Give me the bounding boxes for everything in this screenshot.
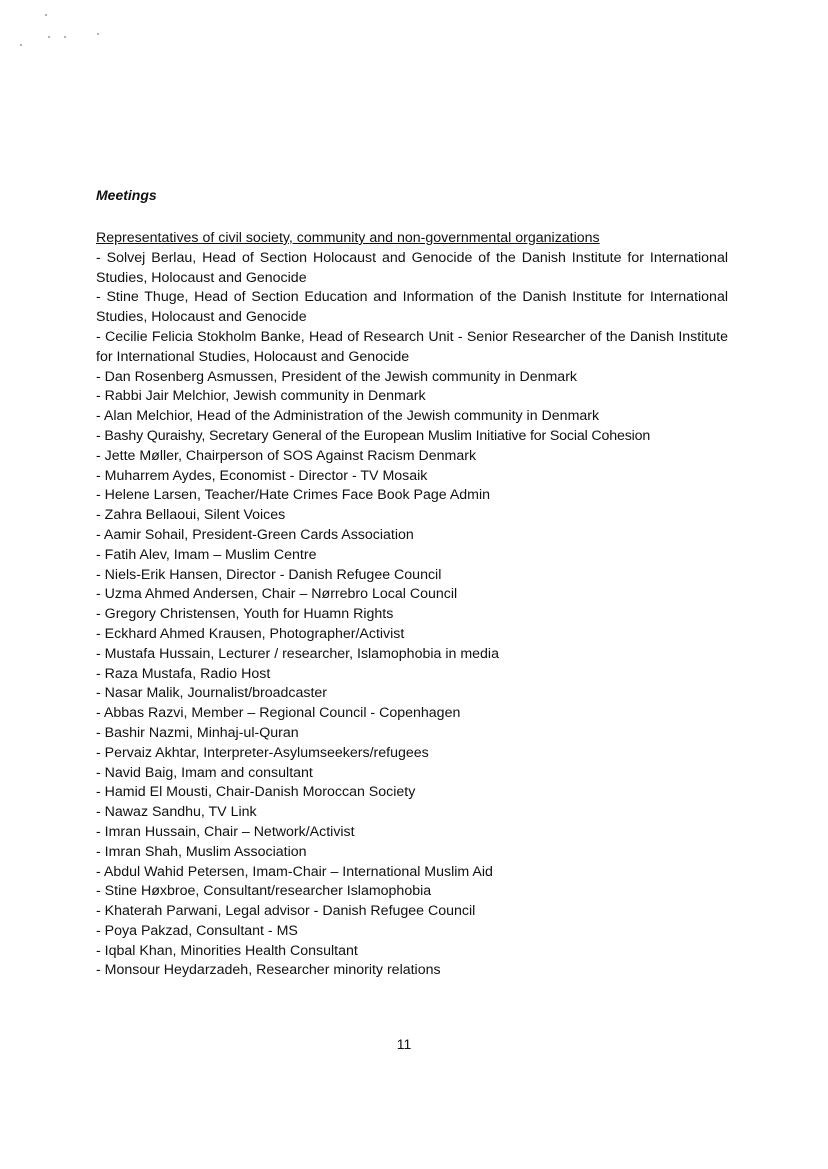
scan-artifact <box>20 44 22 46</box>
list-item: - Jette Møller, Chairperson of SOS Against Racism Denmark <box>96 447 477 464</box>
list-item: - Imran Shah, Muslim Association <box>96 843 307 860</box>
list-item: - Stine Høxbroe, Consultant/researcher Islamophobia <box>96 883 432 900</box>
scan-artifact <box>97 33 99 35</box>
list-item: - Niels-Erik Hansen, Director - Danish Refugee Council <box>96 566 442 583</box>
list-item: - Monsour Heydarzadeh, Researcher minority relations <box>96 962 441 979</box>
list-item: - Raza Mustafa, Radio Host <box>96 665 271 682</box>
scan-artifact <box>45 14 47 16</box>
list-item: - Poya Pakzad, Consultant - MS <box>96 922 298 939</box>
list-item: - Aamir Sohail, President-Green Cards Association <box>96 526 414 543</box>
list-item: - Helene Larsen, Teacher/Hate Crimes Face Book Page Admin <box>96 487 491 504</box>
scan-artifact <box>64 36 66 38</box>
list-item: - Khaterah Parwani, Legal advisor - Danish Refugee Council <box>96 903 476 920</box>
list-subheading: Representatives of civil society, community and non-governmental organizations <box>96 230 600 246</box>
list-item: - Solvej Berlau, Head of Section Holocaust and Genocide of the Danish Institute for International Studies, Holocaust and Genocide <box>96 249 728 286</box>
list-item: - Abbas Razvi, Member – Regional Council - Copenhagen <box>96 705 461 722</box>
list-item: - Bashy Quraishy, Secretary General of the European Muslim Initiative for Social Cohesion <box>96 427 651 444</box>
list-item: - Hamid El Mousti, Chair-Danish Moroccan Society <box>96 784 416 801</box>
list-item: - Abdul Wahid Petersen, Imam-Chair – International Muslim Aid <box>96 863 493 880</box>
list-item: - Alan Melchior, Head of the Administration of the Jewish community in Denmark <box>96 408 600 425</box>
list-item: - Imran Hussain, Chair – Network/Activist <box>96 823 355 840</box>
list-item: - Iqbal Khan, Minorities Health Consultant <box>96 942 358 959</box>
list-item: - Navid Baig, Imam and consultant <box>96 764 313 781</box>
list-item: - Fatih Alev, Imam – Muslim Centre <box>96 546 317 563</box>
scan-artifact <box>48 36 50 38</box>
list-item: - Eckhard Ahmed Krausen, Photographer/Activist <box>96 625 405 642</box>
list-item: - Uzma Ahmed Andersen, Chair – Nørrebro Local Council <box>96 586 458 603</box>
participant-list <box>96 229 728 981</box>
list-item: - Nasar Malik, Journalist/broadcaster <box>96 685 328 702</box>
list-item: - Cecilie Felicia Stokholm Banke, Head of Research Unit - Senior Researcher of the Danish Institute for International Studies, Holocaust and Genocide <box>96 328 728 365</box>
list-item: - Muharrem Aydes, Economist - Director - TV Mosaik <box>96 467 428 484</box>
list-item: - Rabbi Jair Melchior, Jewish community in Denmark <box>96 388 426 405</box>
list-item: - Nawaz Sandhu, TV Link <box>96 804 257 821</box>
list-item: - Dan Rosenberg Asmussen, President of the Jewish community in Denmark <box>96 368 578 385</box>
list-item: - Stine Thuge, Head of Section Education and Information of the Danish Institute for International Studies, Holocaust and Genocide <box>96 289 728 326</box>
list-item: - Mustafa Hussain, Lecturer / researcher, Islamophobia in media <box>96 645 499 662</box>
list-item: - Zahra Bellaoui, Silent Voices <box>96 507 286 524</box>
list-item: - Gregory Christensen, Youth for Huamn Rights <box>96 606 394 623</box>
page-number: 11 <box>396 1036 412 1052</box>
list-item: - Bashir Nazmi, Minhaj-ul-Quran <box>96 724 299 741</box>
list-item: - Pervaiz Akhtar, Interpreter-Asylumseekers/refugees <box>96 744 429 761</box>
section-heading: Meetings <box>96 187 157 203</box>
